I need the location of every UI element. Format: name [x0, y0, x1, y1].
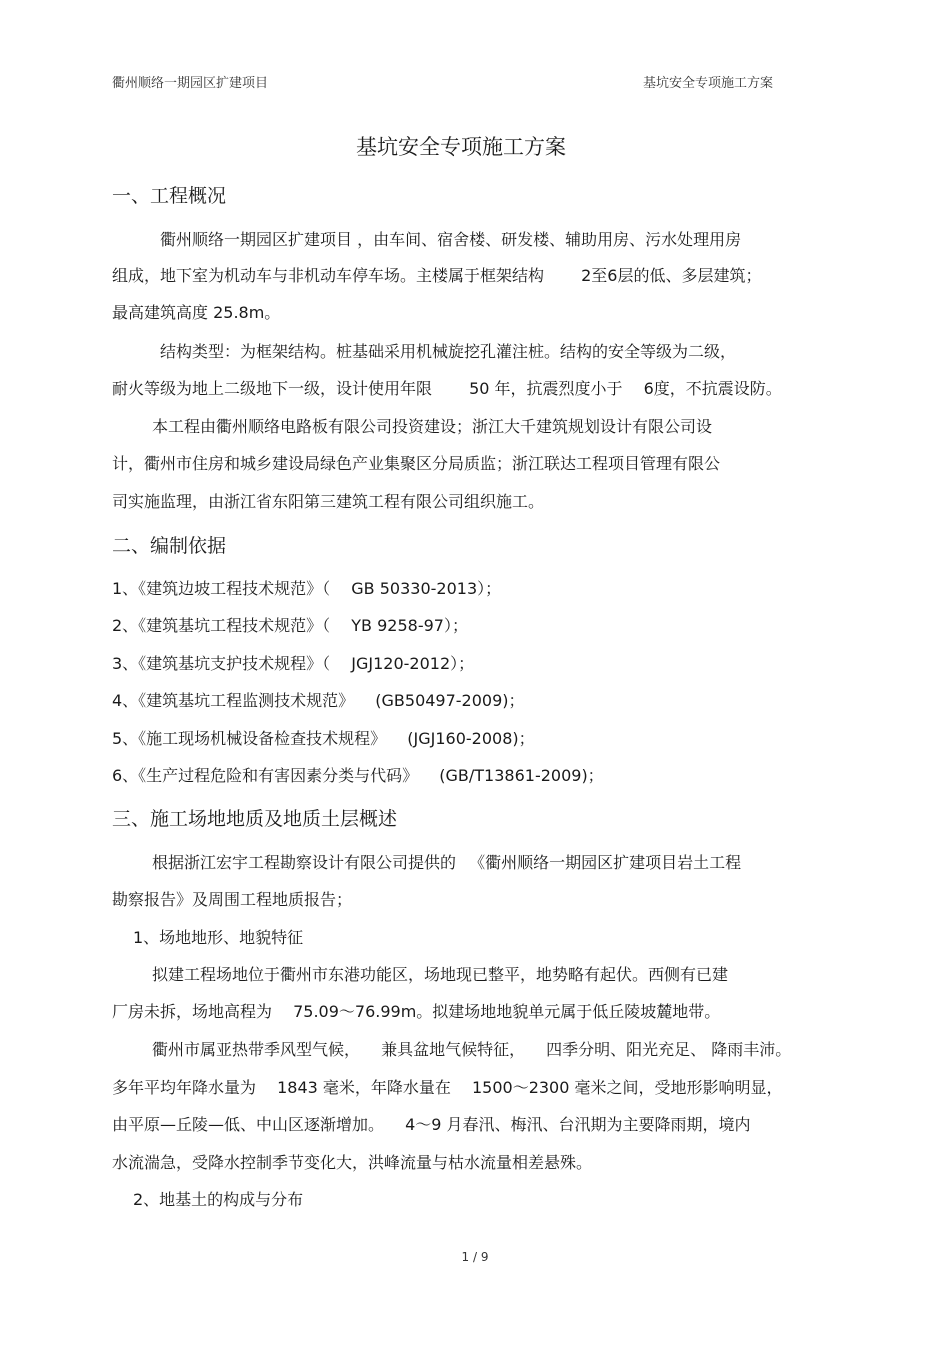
section-3-heading: 三、施工场地地质及地质土层概述 [112, 808, 398, 830]
paragraph-line: 勘察报告》及周围工程地质报告； [112, 890, 353, 909]
paragraph-line: 多年平均年降水量为 1843 毫米，年降水量在 1500～2300 毫米之间，受地形影响明显， [112, 1078, 783, 1097]
document-title: 基坑安全专项施工方案 [356, 135, 566, 159]
section-1-heading: 一、工程概况 [112, 185, 227, 207]
paragraph-line: 厂房未拆，场地高程为 75.09～76.99m。拟建场地地貌单元属于低丘陵坡麓地带。 [112, 1002, 721, 1021]
reference-item: 5、《施工现场机械设备检查技术规程》 (JGJ160-2008)； [112, 729, 535, 748]
section-2-heading: 二、编制依据 [112, 535, 227, 557]
subsection-heading: 1、场地地形、地貌特征 [133, 928, 304, 947]
subsection-heading: 2、地基土的构成与分布 [133, 1190, 304, 1209]
paragraph-line: 衢州顺络一期园区扩建项目 ，由车间、宿舍楼、研发楼、辅助用房、污水处理用房 [160, 230, 742, 249]
header-project-name: 衢州顺络一期园区扩建项目 [112, 76, 269, 91]
paragraph-line: 司实施监理，由浙江省东阳第三建筑工程有限公司组织施工。 [112, 492, 545, 511]
paragraph-line: 组成，地下室为机动车与非机动车停车场。主楼属于框架结构 2至6层的低、多层建筑； [112, 266, 762, 285]
paragraph-line: 最高建筑高度 25.8m。 [112, 303, 281, 322]
paragraph-line: 结构类型：为框架结构。桩基础采用机械旋挖孔灌注桩。结构的安全等级为二级， [160, 342, 737, 361]
paragraph-line: 根据浙江宏宇工程勘察设计有限公司提供的 《衢州顺络一期园区扩建项目岩土工程 [152, 853, 742, 872]
paragraph-line: 由平原—丘陵—低、中山区逐渐增加。 4～9 月春汛、梅汛、台汛期为主要降雨期，境内 [112, 1115, 751, 1134]
header-document-name: 基坑安全专项施工方案 [643, 76, 774, 91]
reference-item: 4、《建筑基坑工程监测技术规范》 (GB50497-2009)； [112, 691, 525, 710]
paragraph-line: 本工程由衢州顺络电路板有限公司投资建设；浙江大千建筑规划设计有限公司设 [152, 417, 713, 436]
paragraph-line: 衢州市属亚热带季风型气候， 兼具盆地气候特征， 四季分明、阳光充足、 降雨丰沛。 [152, 1040, 792, 1059]
reference-item: 1、《建筑边坡工程技术规范》（ GB 50330-2013）； [112, 579, 502, 598]
reference-item: 3、《建筑基坑支护技术规程》（ JGJ120-2012）； [112, 654, 475, 673]
paragraph-line: 计，衢州市住房和城乡建设局绿色产业集聚区分局质监；浙江联达工程项目管理有限公 [112, 454, 721, 473]
paragraph-line: 拟建工程场地位于衢州市东港功能区，场地现已整平，地势略有起伏。西侧有已建 [152, 965, 729, 984]
reference-item: 6、《生产过程危险和有害因素分类与代码》 (GB/T13861-2009)； [112, 766, 604, 785]
page-number: 1 / 9 [461, 1250, 489, 1264]
reference-item: 2、《建筑基坑工程技术规范》（ YB 9258-97）； [112, 616, 468, 635]
paragraph-line: 耐火等级为地上二级地下一级，设计使用年限 50 年，抗震烈度小于 6度，不抗震设防。 [112, 379, 782, 398]
paragraph-line: 水流湍急，受降水控制季节变化大，洪峰流量与枯水流量相差悬殊。 [112, 1153, 593, 1172]
